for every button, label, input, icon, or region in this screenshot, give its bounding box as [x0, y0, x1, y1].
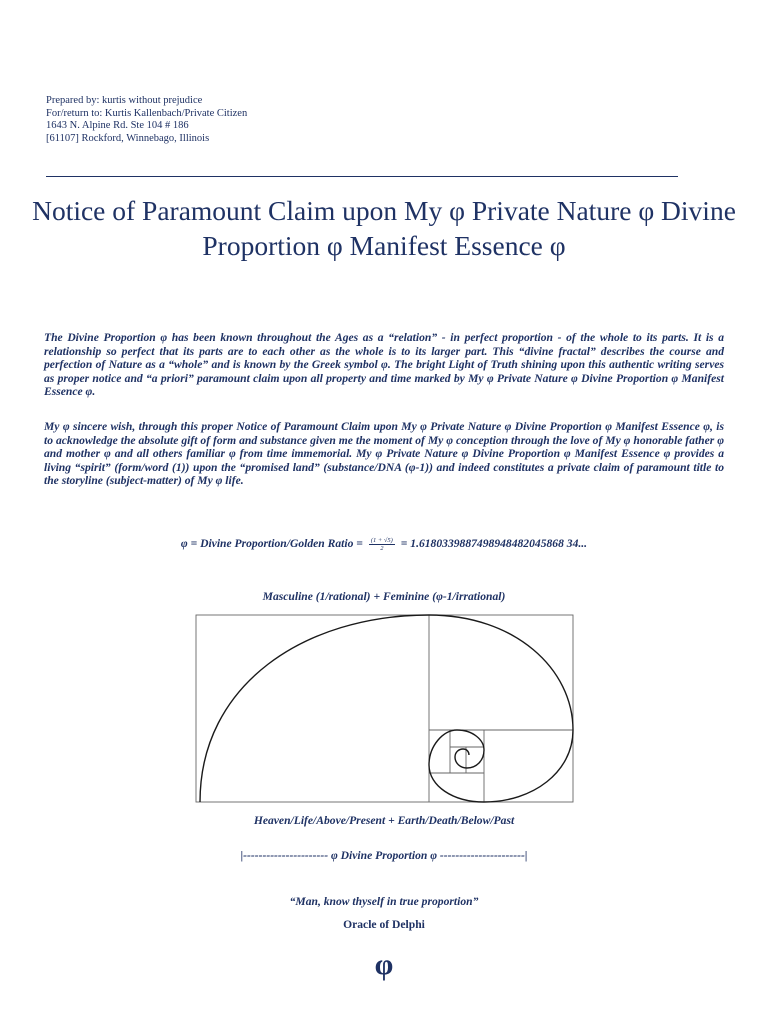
prepared-by: Prepared by: kurtis without prejudice	[46, 95, 203, 106]
bottom-caption: Heaven/Life/Above/Present + Earth/Death/Below/Past	[253, 814, 515, 827]
formula-rhs: = 1.6180339887498948482045868 34...	[400, 537, 588, 551]
header-rule	[46, 176, 678, 177]
address-line: 1643 N. Alpine Rd. Ste 104 # 186	[46, 120, 189, 132]
golden-spiral-diagram	[195, 614, 575, 804]
paragraph-1: The Divine Proportion φ has been known throughout the Ages as a “relation” - in perfect proportion - of the whole to its parts. It is a relationship so perfect that its parts are to each other as the whole is to its larger part. This “divine fractal” describes the course and perfection of Nature as a “whole” and is known by the Greek symbol φ. The bright Light of Truth shining upon this authentic writing serves as proper notice and “a priori” paramount claim upon all property and time marked by My φ Private Nature φ Divine Proportion φ Manifest Essence φ.	[44, 331, 724, 399]
paragraph-2: My φ sincere wish, through this proper Notice of Paramount Claim upon My φ Private Nature φ Divine Proportion φ Manifest Essence φ, is to acknowledge the absolute gift of form and substance given me the moment of My φ conception through the love of My φ honorable father φ and mother φ and all others familiar φ from time immemorial. My φ Private Nature φ Divine Proportion φ Manifest Essence φ provides a living “spirit” (form/word (1)) upon the “promised land” (substance/DNA (φ-1)) and indeed constitutes a private claim of paramount title to the storyline (subject-matter) of My φ life.	[44, 420, 724, 488]
spiral-caption: Masculine (1/rational) + Feminine (φ-1/irrational)	[262, 590, 506, 603]
formula-fraction	[369, 537, 395, 552]
document-title: Notice of Paramount Claim upon My φ Private Nature φ Divine Proportion φ Manifest Essence φ	[32, 195, 736, 261]
city-line: [61107] Rockford, Winnebago, Illinois	[46, 132, 210, 144]
divine-proportion-divider: |---------------------- φ Divine Proportion φ ----------------------|	[240, 849, 528, 862]
formula-lhs: φ = Divine Proportion/Golden Ratio =	[180, 537, 363, 551]
quote-attribution: Oracle of Delphi	[343, 918, 425, 931]
phi-symbol: φ	[374, 948, 394, 981]
header-block	[46, 95, 247, 145]
golden-ratio-formula	[0, 537, 768, 552]
formula-numerator: (1 + √5)	[370, 537, 393, 544]
golden-spiral-curve	[200, 615, 573, 802]
spiral-outer-rect	[196, 615, 573, 802]
delphi-quote: “Man, know thyself in true proportion”	[289, 895, 479, 908]
return-to: For/return to: Kurtis Kallenbach/Private Citizen	[46, 107, 248, 119]
formula-denominator: 2	[380, 545, 384, 552]
